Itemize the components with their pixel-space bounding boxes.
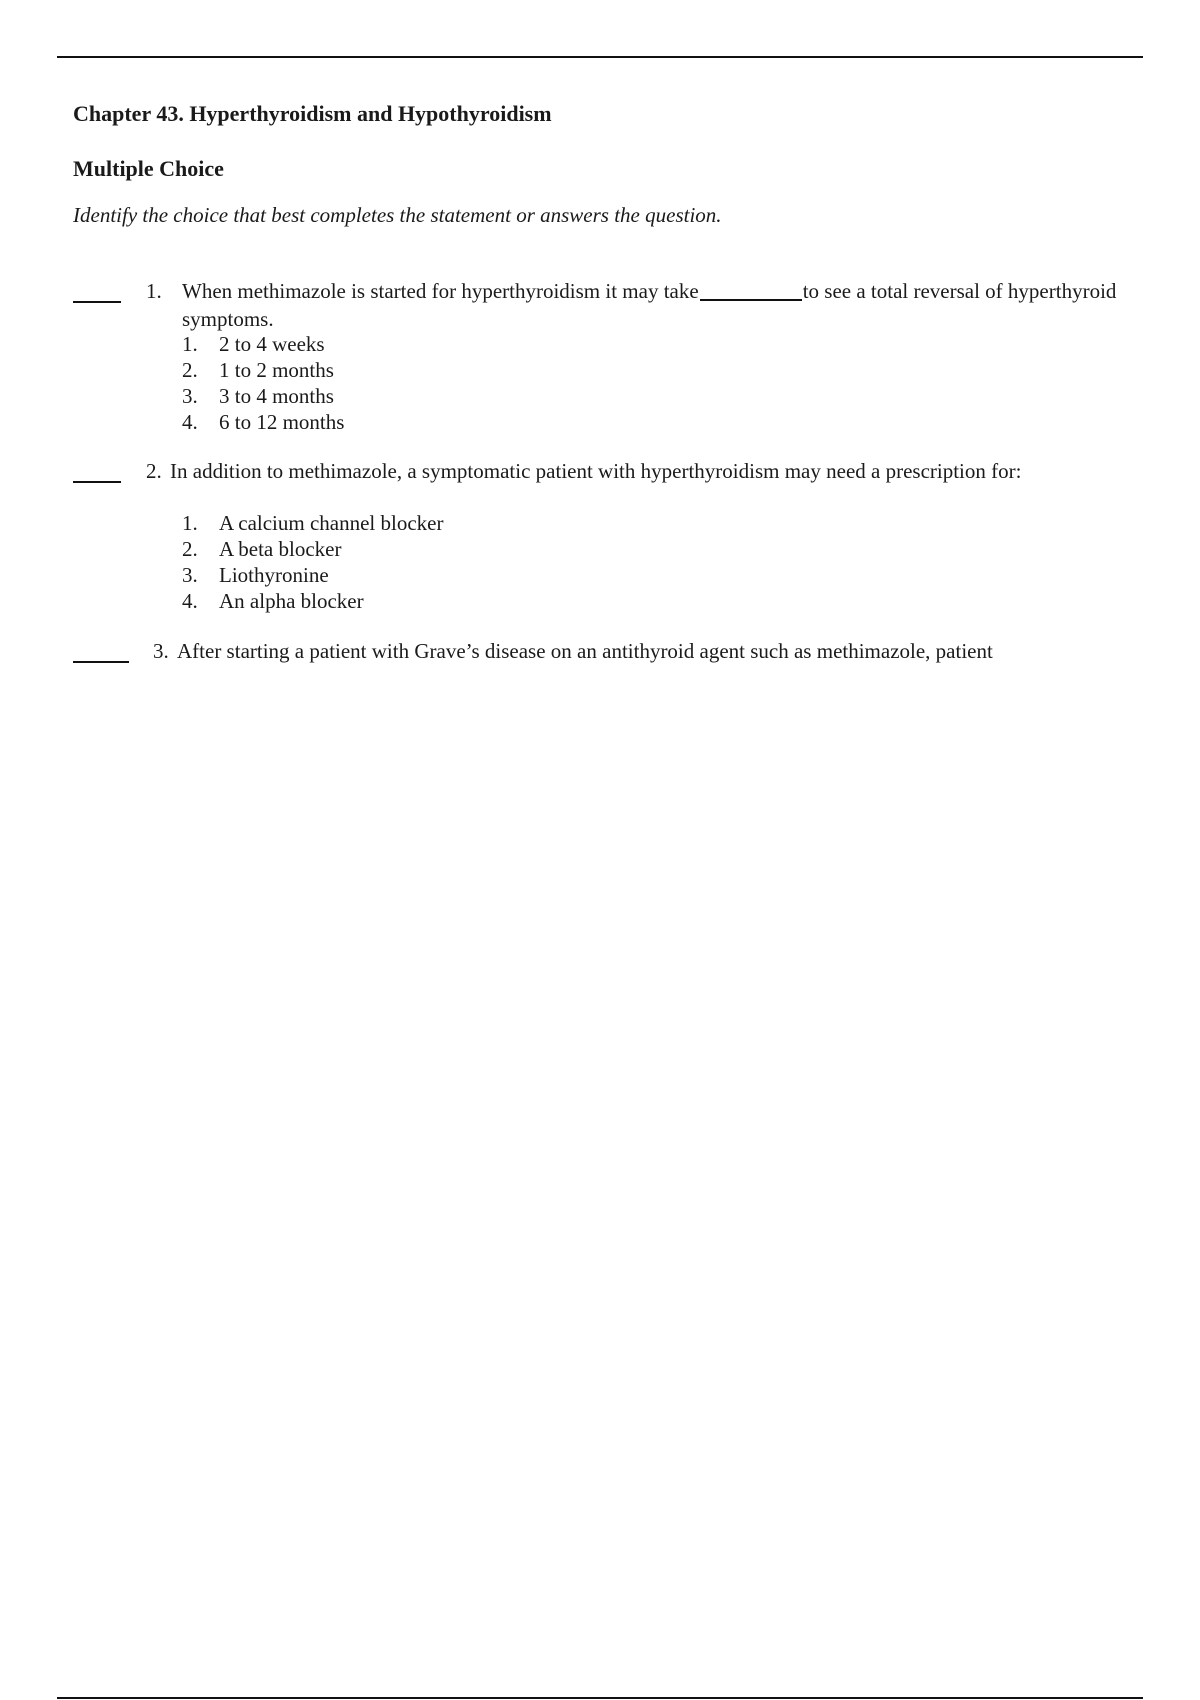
choice-text: 2 to 4 weeks [219,332,325,356]
question-number: 1. [146,279,162,303]
choice-list [182,331,344,435]
answer-blank[interactable] [73,661,129,663]
choice-number: 4. [182,589,198,613]
choice-number: 4. [182,410,198,434]
choice-text: A calcium channel blocker [219,511,444,535]
answer-blank[interactable] [73,481,121,483]
instructions: Identify the choice that best completes the statement or answers the question. [73,203,722,227]
choice-number: 3. [182,384,198,408]
choice-text: A beta blocker [219,537,342,561]
choice-number: 3. [182,563,198,587]
question-text [182,277,1192,333]
choice-text: 1 to 2 months [219,358,334,382]
choice-item[interactable] [182,588,444,614]
question-number: 3. [153,639,169,663]
question-text: After starting a patient with Grave’s disease on an antithyroid agent such as methimazole, patient [177,639,993,663]
fill-in-blank [700,299,802,301]
choice-item[interactable] [182,331,344,357]
choice-number: 1. [182,511,198,535]
choice-text: An alpha blocker [219,589,364,613]
choice-item[interactable] [182,510,444,536]
top-rule [57,56,1143,58]
choice-item[interactable] [182,536,444,562]
choice-number: 1. [182,332,198,356]
answer-blank[interactable] [73,301,121,303]
section-title: Multiple Choice [73,156,224,181]
choice-number: 2. [182,358,198,382]
question-text-after-blank: to see a total reversal of hyperthyroid symptoms. [182,279,1117,331]
bottom-rule [57,1697,1143,1699]
question-number: 2. [146,459,162,483]
choice-text: 6 to 12 months [219,410,345,434]
chapter-title: Chapter 43. Hyperthyroidism and Hypothyroidism [73,101,552,126]
question-text: In addition to methimazole, a symptomatic patient with hyperthyroidism may need a prescription for: [170,459,1022,483]
choice-item[interactable] [182,357,344,383]
question-text-before-blank: When methimazole is started for hyperthyroidism it may take [182,279,699,303]
choice-list [182,510,444,614]
choice-text: Liothyronine [219,563,329,587]
choice-item[interactable] [182,562,444,588]
choice-item[interactable] [182,409,344,435]
choice-number: 2. [182,537,198,561]
choice-item[interactable] [182,383,344,409]
choice-text: 3 to 4 months [219,384,334,408]
